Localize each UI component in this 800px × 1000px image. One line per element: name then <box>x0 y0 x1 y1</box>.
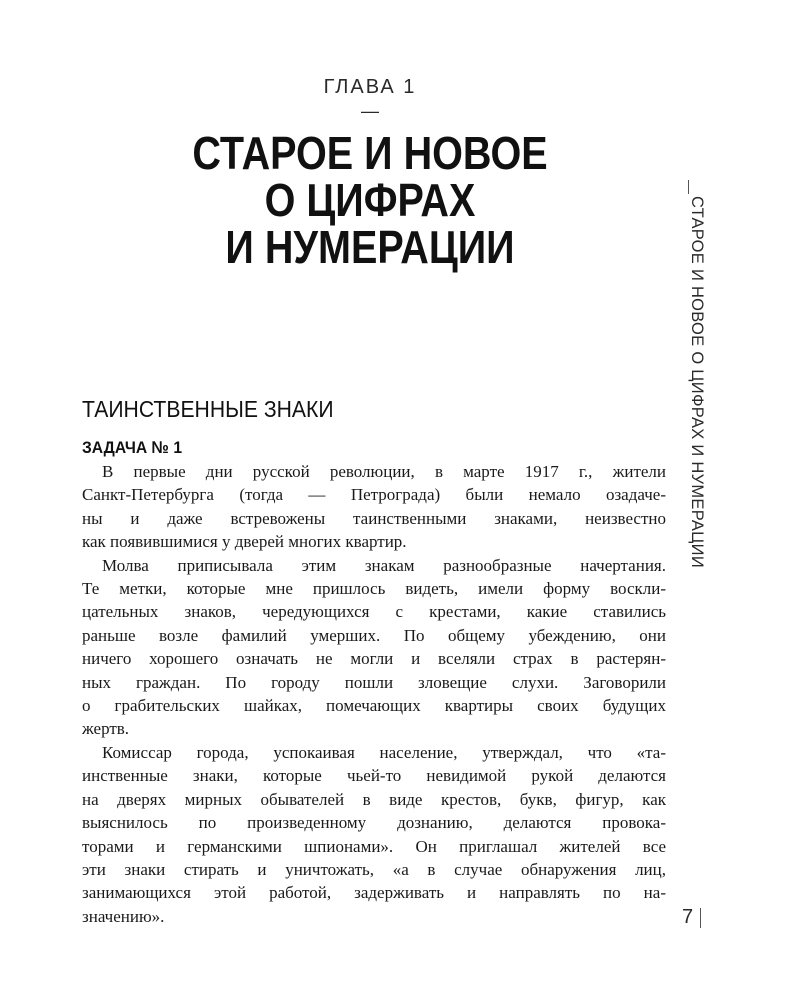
text-line: торами и германскими шпионами». Он приглашал жителей все <box>82 836 666 856</box>
chapter-title <box>103 127 636 273</box>
text-line: ных граждан. По городу пошли зловещие слухи. Заговорили <box>82 672 666 692</box>
paragraph <box>82 741 666 928</box>
chapter-dash: — <box>361 101 379 121</box>
chapter-title-line: И НУМЕРАЦИИ <box>225 221 515 273</box>
running-head-rule <box>688 180 689 194</box>
page-number-rule <box>700 908 701 928</box>
text-line: на дверях мирных обывателей в виде крестов, букв, фигур, как <box>82 789 666 809</box>
text-line: значению». <box>82 906 165 926</box>
text-line: Комиссар города, успокаивая население, утверждал, что «та- <box>102 742 666 762</box>
text-line: инственные знаки, которые чьей-то невидимой рукой делаются <box>82 766 666 786</box>
text-line: эти знаки стирать и уничтожать, «а в случае обнаружения лиц, <box>82 859 666 879</box>
body-text <box>82 460 666 928</box>
chapter-label: ГЛАВА 1 <box>323 76 417 98</box>
text-line: раньше возле фамилий умерших. По общему убеждению, они <box>82 625 666 645</box>
text-line: ничего хорошего означать не могли и вселяли страх в растерян- <box>82 649 666 669</box>
text-line: Санкт-Петербурга (тогда — Петрограда) были немало озадаче- <box>82 485 666 505</box>
text-line: Молва приписывала этим знакам разнообразные начертания. <box>102 555 666 575</box>
text-line: о грабительских шайках, помечающих квартиры своих будущих <box>82 696 666 716</box>
text-line: В первые дни русской революции, в марте 1917 г., жители <box>102 462 666 481</box>
task-label: ЗАДАЧА № 1 <box>82 438 183 457</box>
text-line: как появившимися у дверей многих квартир. <box>82 532 407 552</box>
section-heading: ТАИНСТВЕННЫЕ ЗНАКИ <box>82 396 334 422</box>
text-line: занимающихся этой работой, задерживать и направлять по на- <box>82 883 666 903</box>
running-head: СТАРОЕ И НОВОЕ О ЦИФРАХ И НУМЕРАЦИИ <box>688 196 707 568</box>
paragraph <box>82 554 666 741</box>
page-number: 7 <box>682 906 694 928</box>
text-line: выяснилось по произведенному дознанию, делаются провока- <box>82 813 666 833</box>
chapter-title-line: О ЦИФРАХ <box>264 174 476 226</box>
chapter-title-line: СТАРОЕ И НОВОЕ <box>192 127 548 179</box>
paragraph <box>82 460 666 554</box>
text-line: жертв. <box>82 719 130 739</box>
text-line: Те метки, которые мне пришлось видеть, имели форму воскли- <box>82 579 666 599</box>
text-line: ны и даже встревожены таинственными знаками, неизвестно <box>82 508 666 528</box>
text-line: цательных знаков, чередующихся с крестами, какие ставились <box>82 602 666 622</box>
